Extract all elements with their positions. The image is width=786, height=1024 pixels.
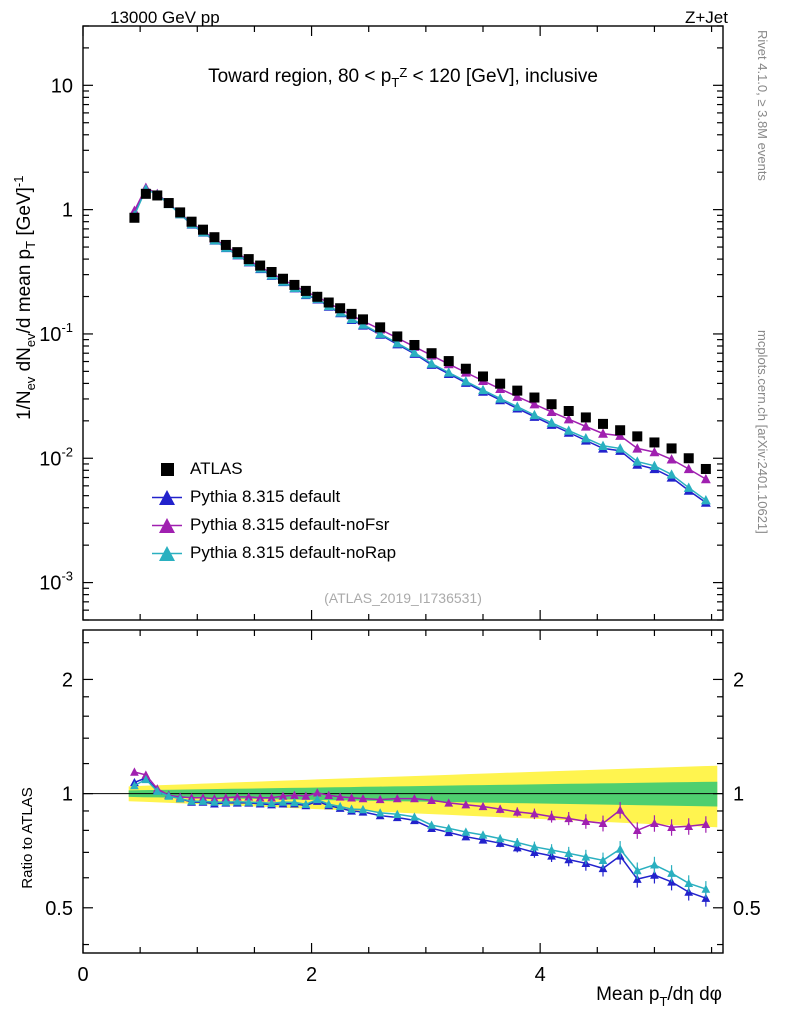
atlas-marker <box>461 364 471 374</box>
atlas-marker <box>152 190 162 200</box>
atlas-marker <box>409 340 419 350</box>
atlas-marker <box>564 406 574 416</box>
atlas-marker <box>301 286 311 296</box>
series-marker <box>564 425 574 434</box>
atlas-marker <box>187 217 197 227</box>
ratio-tick-label: 2 <box>733 669 745 692</box>
legend-marker-atlas <box>150 459 190 479</box>
ratio-tick-label: 0.5 <box>733 897 761 920</box>
atlas-marker <box>667 443 677 453</box>
atlas-marker <box>581 412 591 422</box>
series-marker <box>581 421 591 430</box>
atlas-marker <box>512 386 522 396</box>
legend-label: Pythia 8.315 default <box>190 487 341 506</box>
header-left: 13000 GeV pp <box>110 8 220 27</box>
x-tick-label: 4 <box>534 964 546 986</box>
atlas-marker <box>164 198 174 208</box>
atlas-marker <box>312 292 322 302</box>
series-marker <box>598 441 608 450</box>
y-tick-label: $10^{-3}$ <box>39 568 73 595</box>
atlas-marker <box>347 309 357 319</box>
atlas-marker <box>375 322 385 332</box>
y-tick-label: 1 <box>61 199 73 222</box>
atlas-marker <box>278 274 288 284</box>
atlas-marker <box>392 331 402 341</box>
legend-marker-nofsr <box>150 515 190 535</box>
series-marker <box>667 469 677 478</box>
series-marker <box>684 464 694 473</box>
series-marker <box>701 474 711 483</box>
atlas-marker <box>478 371 488 381</box>
atlas-marker <box>684 453 694 463</box>
header-right: Z+Jet <box>685 8 728 27</box>
series-marker <box>667 454 677 463</box>
atlas-marker <box>141 189 151 199</box>
side-label-rivet: Rivet 4.1.0, ≥ 3.8M events <box>755 30 770 181</box>
side-label-mcplots: mcplots.cern.ch [arXiv:2401.10621] <box>755 330 770 534</box>
atlas-marker <box>427 348 437 358</box>
atlas-marker <box>495 379 505 389</box>
atlas-marker <box>598 419 608 429</box>
atlas-marker <box>358 314 368 324</box>
legend-marker-default <box>150 487 190 507</box>
y-tick-label: $10^{-2}$ <box>39 444 73 471</box>
legend-entry <box>150 511 396 539</box>
legend-label: Pythia 8.315 default-noFsr <box>190 515 390 534</box>
dataset-watermark: (ATLAS_2019_I1736531) <box>324 590 482 606</box>
series-marker <box>632 443 642 452</box>
y-tick-label: $10^{-1}$ <box>39 319 73 346</box>
ratio-tick-label: 1 <box>733 783 745 806</box>
ratio-tick-label: 1 <box>61 783 73 806</box>
atlas-marker <box>209 232 219 242</box>
plot-title: Toward region, $80 < p_T^Z < 120$ [GeV], inclusive <box>208 65 598 90</box>
atlas-marker <box>547 399 557 409</box>
atlas-marker <box>632 431 642 441</box>
ratio-tick-label: 2 <box>61 669 73 692</box>
legend-entry <box>150 455 396 483</box>
series-marker <box>598 428 608 437</box>
atlas-marker <box>649 437 659 447</box>
series-marker <box>547 418 557 427</box>
legend-label: ATLAS <box>190 459 243 478</box>
legend-entry <box>150 483 396 511</box>
legend-marker-norap <box>150 543 190 563</box>
y-tick-label: 10 <box>50 75 73 98</box>
x-tick-label: 2 <box>306 964 318 986</box>
atlas-marker <box>701 464 711 474</box>
y-axis-label-ratio: Ratio to ATLAS <box>19 787 36 889</box>
atlas-marker <box>324 298 334 308</box>
atlas-marker <box>198 225 208 235</box>
x-axis-label: Mean $p_T/d\eta$ dφ <box>596 984 722 1009</box>
atlas-marker <box>244 254 254 264</box>
ratio-marker <box>427 821 436 829</box>
atlas-marker <box>529 393 539 403</box>
legend-entry <box>150 539 396 567</box>
atlas-marker <box>129 213 139 223</box>
atlas-marker <box>255 261 265 271</box>
atlas-marker <box>335 303 345 313</box>
ratio-marker <box>130 767 139 775</box>
atlas-marker <box>175 207 185 217</box>
atlas-marker <box>615 425 625 435</box>
atlas-marker <box>289 280 299 290</box>
atlas-marker <box>444 356 454 366</box>
legend <box>150 455 396 567</box>
atlas-marker <box>232 247 242 257</box>
atlas-marker <box>267 267 277 277</box>
ratio-tick-label: 0.5 <box>45 897 73 920</box>
y-axis-label-main: $1/N_{ev}$ $dN_{ev}/d$ mean $p_T$ [GeV]$^{-1}$ <box>11 175 38 420</box>
legend-label: Pythia 8.315 default-noRap <box>190 543 397 562</box>
series-marker <box>581 433 591 442</box>
x-tick-label: 0 <box>77 964 89 986</box>
atlas-marker <box>221 240 231 250</box>
